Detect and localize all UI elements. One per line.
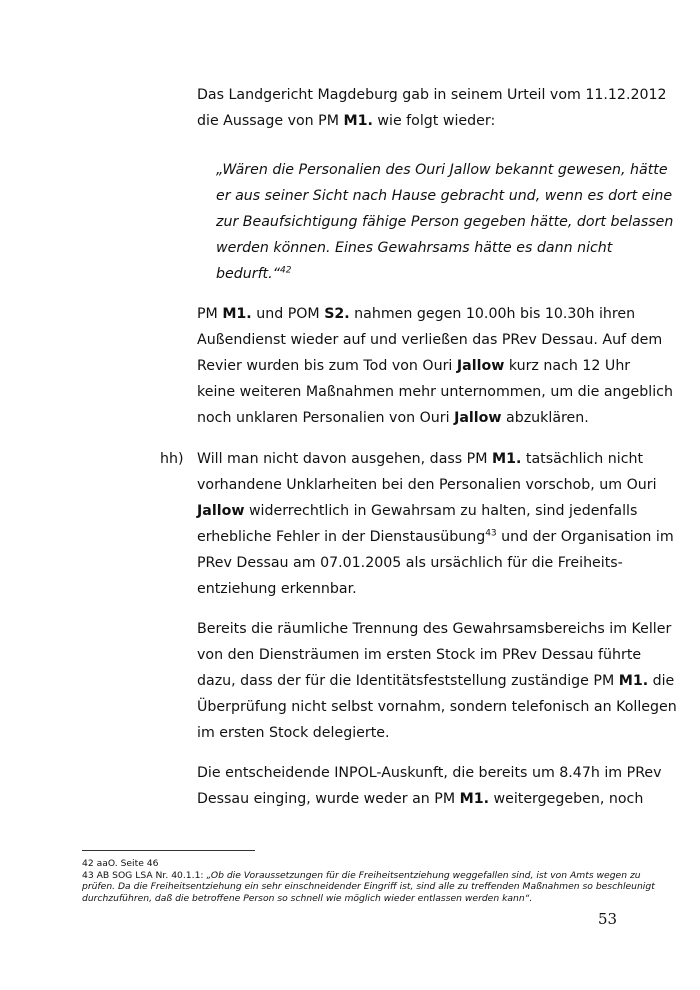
footnotes <box>82 858 655 904</box>
p3-line-5: im ersten Stock delegierte. <box>197 725 390 741</box>
hh-line-1 <box>197 446 644 472</box>
intro-line-2 <box>197 108 627 134</box>
footnote-43-line-1 <box>82 869 641 882</box>
bold-name: M1. <box>222 306 252 322</box>
text-run: und der Organisation im <box>496 529 674 545</box>
italic-quote: durchzuführen, daß die betroffene Person so schnell wie möglich wieder entlassen werden kann“. <box>82 892 533 904</box>
intro-line-1: Das Landgericht Magdeburg gab in seinem Urteil vom 11.12.2012 <box>197 87 667 103</box>
quote-line-2: er aus seiner Sicht nach Hause gebracht und, wenn es dort eine <box>216 188 673 204</box>
text-run: kurz nach 12 Uhr <box>504 358 631 374</box>
footnote-ref-43: 43 <box>485 528 497 539</box>
text-run: PM <box>197 306 223 322</box>
text-run: Revier wurden bis zum Tod von Ouri <box>197 358 457 374</box>
text-run: Dessau einging, wurde weder an PM <box>197 791 460 807</box>
italic-quote: prüfen. Da die Freiheitsentziehung ein sehr einschneidender Eingriff ist, sind alle zu treffenden Maßnahmen so beschleunigt <box>82 881 655 892</box>
p4-line-2 <box>197 786 644 812</box>
page-number: 53 <box>598 910 618 928</box>
p3-line-3 <box>197 668 675 694</box>
quote-line-3: zur Beaufsichtigung fähige Person gegeben hätte, dort belassen <box>216 214 674 230</box>
text-run: die <box>648 673 675 689</box>
text-run: weitergegeben, noch <box>488 791 644 807</box>
section-hh-paragraph <box>197 446 674 602</box>
italic-quote: „Ob die Voraussetzungen für die Freiheitsentziehung weggefallen sind, ist von Amts wegen zu <box>206 869 641 881</box>
intro-paragraph <box>197 82 667 134</box>
text-run: Will man nicht davon ausgehen, dass PM <box>197 451 492 467</box>
paragraph-3 <box>197 616 677 746</box>
text-run: wie folgt wieder: <box>372 113 496 129</box>
quote-line-4: werden können. Eines Gewahrsams hätte es dann nicht <box>216 240 613 256</box>
p3-line-4: Überprüfung nicht selbst vornahm, sondern telefonisch an Kollegen <box>197 699 677 715</box>
text-run: tatsächlich nicht <box>521 451 644 467</box>
text-run: noch unklaren Personalien von Ouri <box>197 410 455 426</box>
footnote-separator <box>82 850 255 851</box>
bold-name: M1. <box>492 451 522 467</box>
text-run: dazu, dass der für die Identitätsfeststellung zuständige PM <box>197 673 619 689</box>
p2-line-4: keine weiteren Maßnahmen mehr unternommen, um die angeblich <box>197 384 673 400</box>
bold-name: M1. <box>459 791 489 807</box>
p4-line-1: Die entscheidende INPOL-Auskunft, die bereits um 8.47h im PRev <box>197 765 662 781</box>
text-run: und POM <box>251 306 325 322</box>
hh-line-2: vorhandene Unklarheiten bei den Personalien vorschob, um Ouri <box>197 477 657 493</box>
quote-line-1: „Wären die Personalien des Ouri Jallow bekannt gewesen, hätte <box>216 162 668 178</box>
p2-line-1 <box>197 301 636 327</box>
hh-line-4 <box>197 524 674 550</box>
footnote-42: 42 aaO. Seite 46 <box>82 858 159 869</box>
text-run: die Aussage von PM <box>197 113 344 129</box>
footnote-43-line-3 <box>82 893 622 905</box>
bold-name: S2. <box>324 306 350 322</box>
bold-name: Jallow <box>197 503 245 519</box>
bold-name: M1. <box>343 113 373 129</box>
footnote-ref-42: 42 <box>279 265 292 276</box>
court-quote <box>216 157 674 287</box>
section-label: hh) <box>160 451 184 467</box>
p2-line-5 <box>197 405 627 431</box>
hh-line-6: entziehung erkennbar. <box>197 581 357 597</box>
text-run: bedurft.“ <box>216 266 280 282</box>
text-run: widerrechtlich in Gewahrsam zu halten, sind jedenfalls <box>244 503 638 519</box>
text-run: nahmen gegen 10.00h bis 10.30h ihren <box>349 306 636 322</box>
p3-line-1: Bereits die räumliche Trennung des Gewahrsamsbereichs im Keller <box>197 621 672 637</box>
p2-line-2: Außendienst wieder auf und verließen das PRev Dessau. Auf dem <box>197 332 663 348</box>
text-run: abzuklären. <box>501 410 589 426</box>
footnote-43-line-2 <box>82 881 655 893</box>
bold-name: M1. <box>618 673 649 689</box>
text-run: 43 AB SOG LSA Nr. 40.1.1: <box>82 869 207 881</box>
paragraph-4 <box>197 760 662 812</box>
paragraph-2 <box>197 301 673 431</box>
p2-line-3 <box>197 353 631 379</box>
bold-name: Jallow <box>454 410 502 426</box>
quote-line-5 <box>216 261 626 287</box>
text-run: erhebliche Fehler in der Dienstausübung <box>197 529 486 545</box>
bold-name: Jallow <box>456 358 505 374</box>
p3-line-2: von den Diensträumen im ersten Stock im PRev Dessau führte <box>197 647 642 663</box>
hh-line-5: PRev Dessau am 07.01.2005 als ursächlich für die Freiheits- <box>197 555 623 571</box>
hh-line-3 <box>197 498 638 524</box>
